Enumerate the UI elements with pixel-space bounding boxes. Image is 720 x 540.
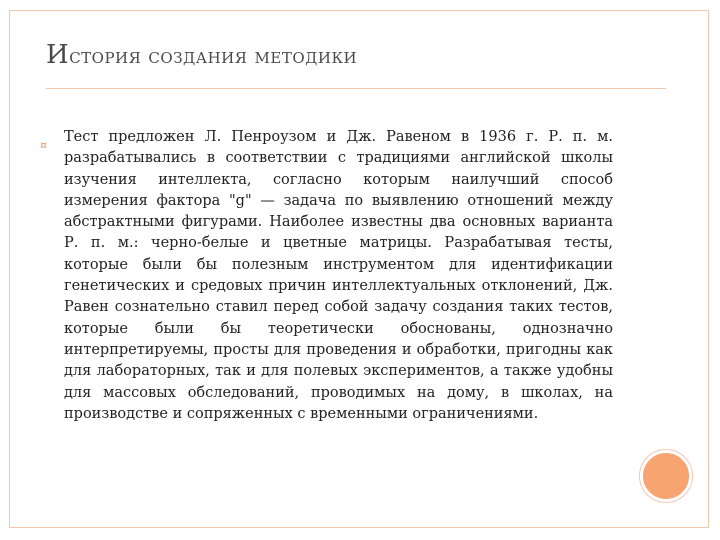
slide-title-initial: И [46,40,70,70]
bullet-icon: ¤ [40,139,47,152]
body-paragraph: Тест предложен Л. Пенроузом и Дж. Равеном в 1936 г. Р. п. м. разрабатывались в соответствии с традициями английской школы изучения интеллекта, согласно которым наилучший способ измерения фактора "g" — задача по выявлению отношений между абстрактными фигурами. Наиболее известны два основных варианта Р. п. м.: черно-белые и цветные матрицы. Разрабатывая тесты, которые были бы полезным инструментом для идентификации генетических и средовых причин интеллектуальных отклонений, Дж. Равен сознательно ставил перед собой задачу создания таких тестов, которые были бы теоретически обоснованы, однозначно интерпретируемы, просты для проведения и обработки, пригодны как для лабораторных, так и для полевых экспериментов, а также удобны для массовых обследований, проводимых на дому, в школах, на производстве и сопряженных с временными ограничениями. [64,129,613,422]
title-divider [46,88,666,89]
slide-title [46,40,357,70]
decorative-circle [640,450,692,502]
slide-title-rest: стория создания методики [69,44,358,68]
